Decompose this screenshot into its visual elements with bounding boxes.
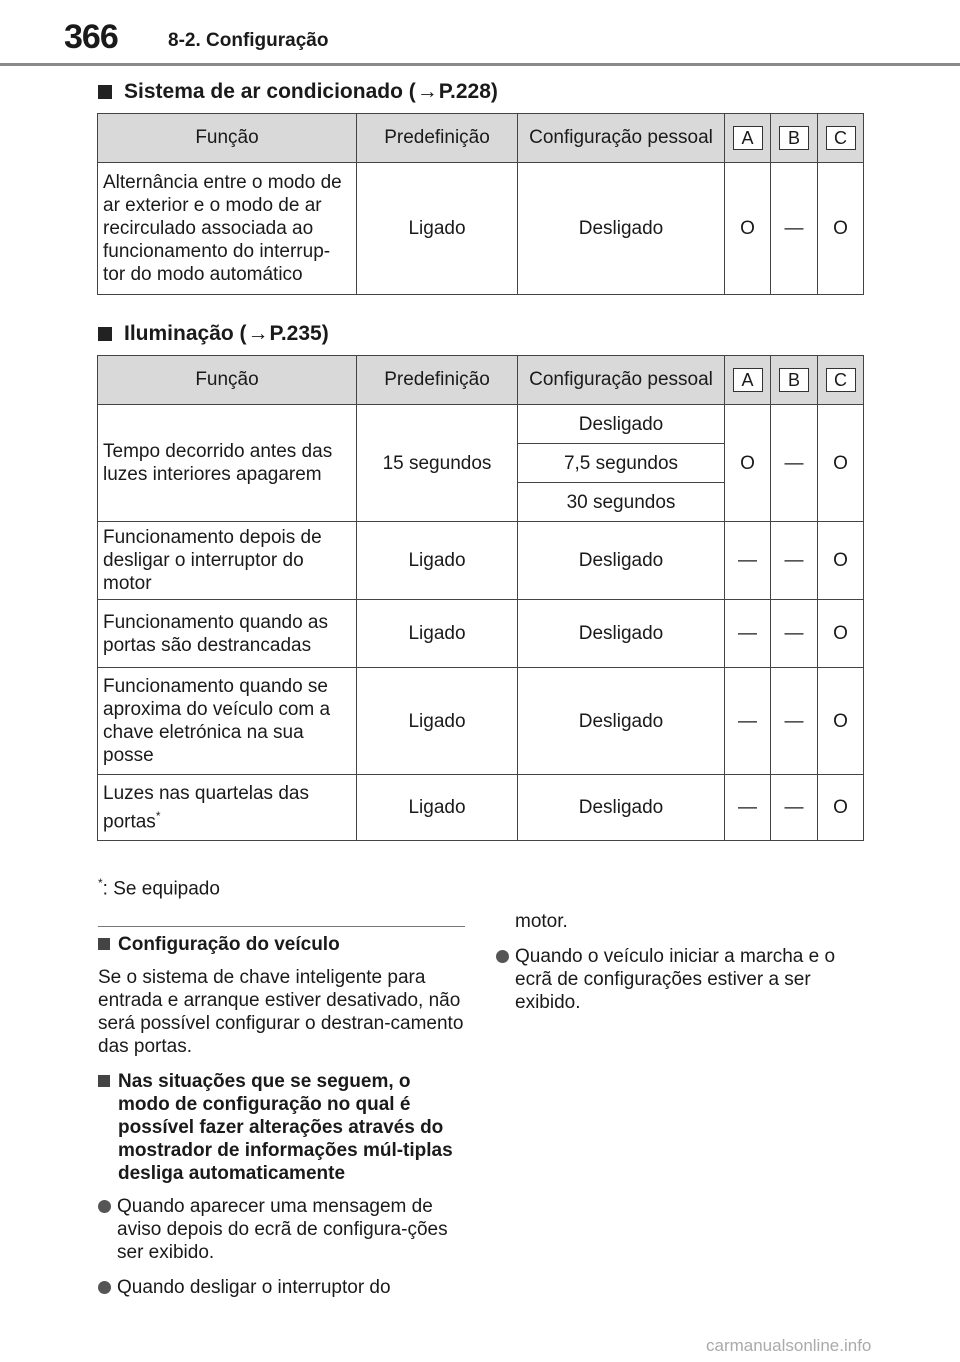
header-predef: Predefinição bbox=[357, 356, 518, 405]
cell-option: 7,5 segundos bbox=[518, 444, 725, 483]
header-a bbox=[725, 114, 771, 163]
lighting-settings-table bbox=[97, 355, 864, 841]
cell-funcao: Funcionamento quando as portas são destrancadas bbox=[98, 600, 357, 668]
table-row bbox=[98, 668, 864, 775]
cell-predef: Ligado bbox=[357, 522, 518, 600]
cell-c: O bbox=[818, 775, 864, 841]
cell-b: — bbox=[771, 405, 818, 522]
cell-predef: Ligado bbox=[357, 775, 518, 841]
cell-pessoal: Desligado bbox=[518, 522, 725, 600]
list-item bbox=[98, 1195, 466, 1264]
section-ref-ac[interactable]: P.228) bbox=[438, 80, 498, 103]
cell-funcao: Funcionamento depois de desligar o interruptor do motor bbox=[98, 522, 357, 600]
subheading-text: Nas situações que se seguem, o modo de configuração no qual é possível fazer alterações através do mostrador de informações múl-tiplas desliga automaticamente bbox=[118, 1071, 453, 1184]
table-row bbox=[98, 600, 864, 668]
box-a: A bbox=[733, 126, 763, 150]
header-divider bbox=[0, 63, 960, 66]
bullet-dot-icon bbox=[98, 1281, 111, 1294]
arrow-right-icon: → bbox=[247, 322, 269, 345]
cell-funcao: Alternância entre o modo de ar exterior e o modo de ar recirculado associada ao funcionamento do interrup-tor do modo automático bbox=[98, 163, 357, 295]
table-row bbox=[98, 405, 864, 444]
header-pessoal: Configuração pessoal bbox=[518, 356, 725, 405]
header-predef: Predefinição bbox=[357, 114, 518, 163]
list-item bbox=[98, 1276, 466, 1299]
cell-funcao: Funcionamento quando se aproxima do veículo com a chave eletrónica na sua posse bbox=[98, 668, 357, 775]
cell-funcao: Tempo decorrido antes das luzes interiores apagarem bbox=[98, 405, 357, 522]
bullet-dot-icon bbox=[496, 950, 509, 963]
header-c bbox=[818, 114, 864, 163]
ac-settings-table bbox=[97, 113, 864, 295]
section-title-ac bbox=[98, 80, 498, 104]
subheading-situations bbox=[98, 1070, 466, 1185]
subheading-vehicle-config bbox=[98, 933, 466, 956]
cell-predef: Ligado bbox=[357, 600, 518, 668]
cell-pessoal: Desligado bbox=[518, 668, 725, 775]
section-title-light-text: Iluminação ( bbox=[124, 322, 247, 345]
cell-b: — bbox=[771, 522, 818, 600]
cell-c: O bbox=[818, 668, 864, 775]
list-item-text: Quando desligar o interruptor do bbox=[117, 1277, 391, 1298]
list-item-text: Quando aparecer uma mensagem de aviso depois do ecrã de configura-ções ser exibido. bbox=[117, 1196, 448, 1263]
box-b: B bbox=[779, 126, 809, 150]
cell-funcao-text: Luzes nas quartelas das portas bbox=[103, 782, 309, 833]
table-row bbox=[98, 163, 864, 295]
cell-a: — bbox=[725, 522, 771, 600]
paragraph-continuation: motor. bbox=[515, 911, 568, 932]
column-divider bbox=[98, 926, 465, 927]
header-funcao: Função bbox=[98, 356, 357, 405]
footnote-mark: * bbox=[98, 876, 103, 890]
header-funcao: Função bbox=[98, 114, 357, 163]
cell-a: O bbox=[725, 163, 771, 295]
cell-b: — bbox=[771, 600, 818, 668]
box-c: C bbox=[826, 368, 856, 392]
section-title-ac-text: Sistema de ar condicionado ( bbox=[124, 80, 416, 103]
cell-a: — bbox=[725, 600, 771, 668]
chapter-title: 8-2. Configuração bbox=[168, 30, 329, 51]
cell-pessoal: Desligado bbox=[518, 600, 725, 668]
cell-b: — bbox=[771, 775, 818, 841]
cell-c: O bbox=[818, 600, 864, 668]
watermark: carmanualsonline.info bbox=[706, 1336, 872, 1355]
table-row bbox=[98, 775, 864, 841]
arrow-right-icon: → bbox=[416, 80, 438, 103]
cell-c: O bbox=[818, 522, 864, 600]
footnote-mark: * bbox=[155, 808, 161, 823]
table-header-row bbox=[98, 114, 864, 163]
cell-a: — bbox=[725, 668, 771, 775]
header-pessoal: Configuração pessoal bbox=[518, 114, 725, 163]
notes-left-column bbox=[98, 933, 466, 1311]
cell-pessoal: Desligado bbox=[518, 163, 725, 295]
cell-a: O bbox=[725, 405, 771, 522]
header-b bbox=[771, 114, 818, 163]
square-bullet-icon bbox=[98, 1075, 110, 1087]
paragraph: Se o sistema de chave inteligente para entrada e arranque estiver desativado, não será possível configurar o destran-camento das portas. bbox=[98, 967, 464, 1057]
list-item-text: Quando o veículo iniciar a marcha e o ecrã de configurações estiver a ser exibido. bbox=[515, 946, 836, 1013]
cell-option: Desligado bbox=[518, 405, 725, 444]
footnote bbox=[98, 876, 220, 900]
section-ref-light[interactable]: P.235) bbox=[269, 322, 329, 345]
cell-a: — bbox=[725, 775, 771, 841]
cell-b: — bbox=[771, 163, 818, 295]
box-a: A bbox=[733, 368, 763, 392]
square-bullet-icon bbox=[98, 327, 112, 341]
cell-predef: Ligado bbox=[357, 668, 518, 775]
table-header-row bbox=[98, 356, 864, 405]
page-number: 366 bbox=[64, 18, 118, 56]
cell-predef: 15 segundos bbox=[357, 405, 518, 522]
square-bullet-icon bbox=[98, 85, 112, 99]
notes-right-column bbox=[496, 910, 864, 1026]
list-item bbox=[496, 945, 864, 1014]
footnote-text: : Se equipado bbox=[102, 878, 220, 900]
cell-c: O bbox=[818, 405, 864, 522]
section-title-light bbox=[98, 322, 329, 346]
header-b bbox=[771, 356, 818, 405]
header-a bbox=[725, 356, 771, 405]
subheading-text: Configuração do veículo bbox=[118, 934, 340, 955]
cell-pessoal: Desligado bbox=[518, 775, 725, 841]
cell-predef: Ligado bbox=[357, 163, 518, 295]
cell-c: O bbox=[818, 163, 864, 295]
cell-b: — bbox=[771, 668, 818, 775]
bullet-dot-icon bbox=[98, 1200, 111, 1213]
box-b: B bbox=[779, 368, 809, 392]
box-c: C bbox=[826, 126, 856, 150]
cell-option: 30 segundos bbox=[518, 483, 725, 522]
cell-funcao bbox=[98, 775, 357, 841]
header-c bbox=[818, 356, 864, 405]
square-bullet-icon bbox=[98, 938, 110, 950]
page-header bbox=[0, 0, 960, 66]
table-row bbox=[98, 522, 864, 600]
